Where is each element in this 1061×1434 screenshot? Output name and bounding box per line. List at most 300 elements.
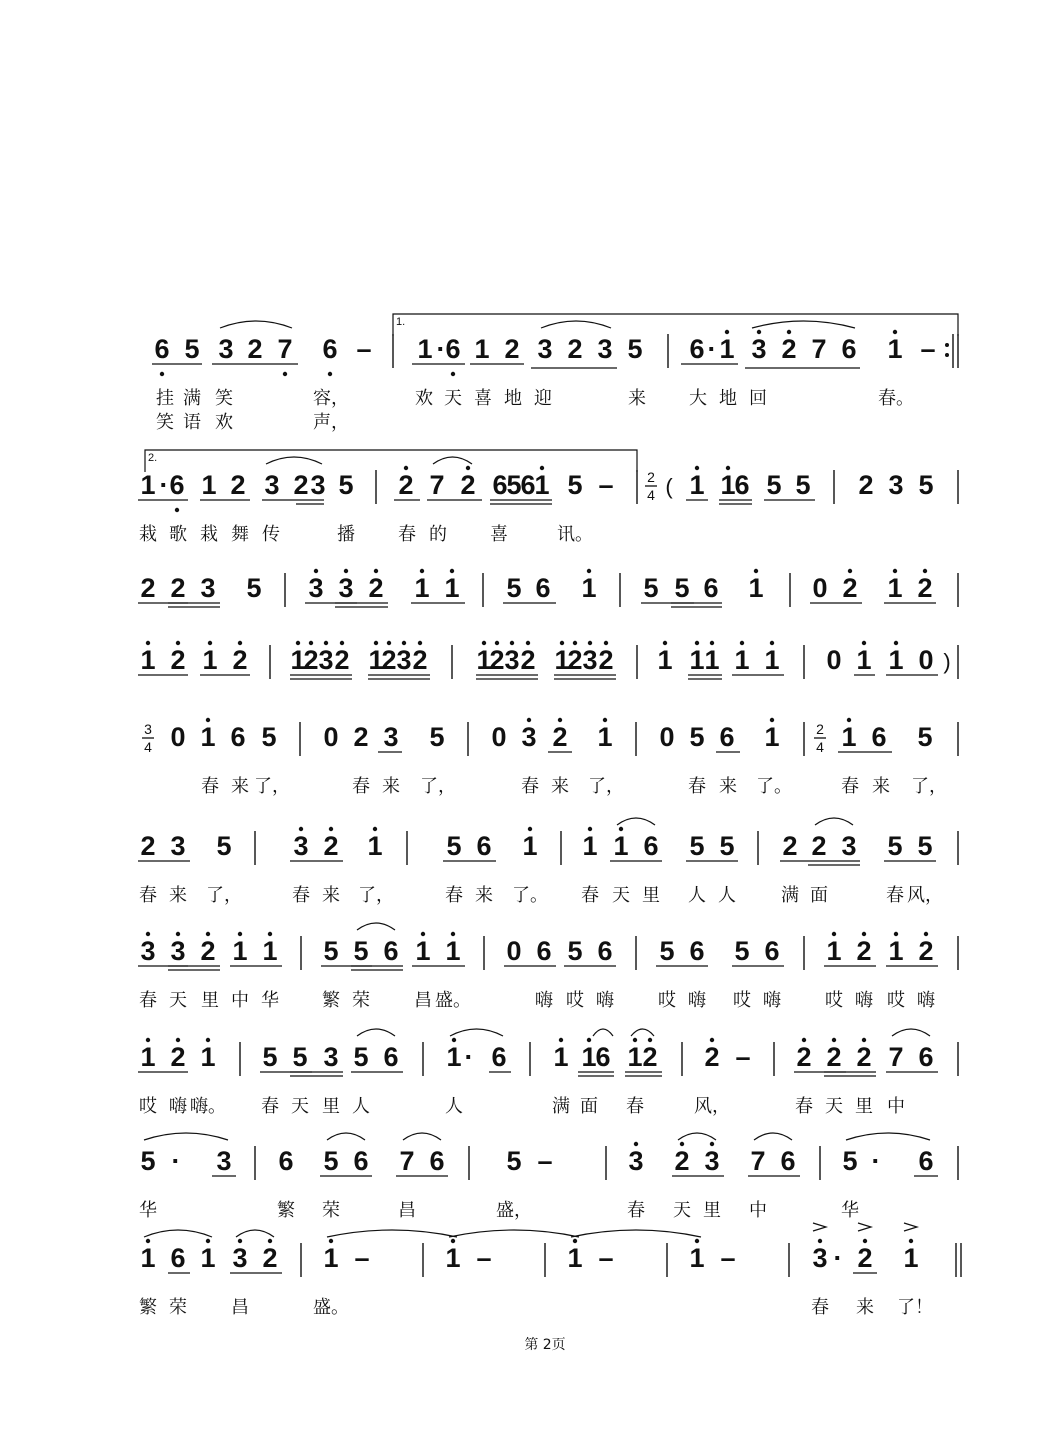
lyric-syllable: 春 bbox=[811, 1297, 829, 1318]
note: 1 bbox=[888, 645, 904, 675]
note: 2 bbox=[520, 645, 536, 675]
octave-up-dot bbox=[404, 466, 408, 470]
note: 1 bbox=[474, 334, 490, 364]
lyric-syllable: 舞 bbox=[231, 524, 249, 545]
note: 3 bbox=[140, 936, 156, 966]
lyric-syllable: 繁 bbox=[277, 1200, 295, 1221]
slur bbox=[846, 1133, 930, 1140]
note: 6 bbox=[643, 831, 659, 861]
lyric-syllable: 里 bbox=[703, 1200, 721, 1221]
lyric-syllable: 播 bbox=[337, 524, 355, 545]
octave-up-dot bbox=[588, 827, 592, 831]
slur bbox=[678, 1133, 716, 1140]
note: 1 bbox=[444, 573, 460, 603]
note: 5 bbox=[323, 936, 339, 966]
note: 6 bbox=[492, 470, 508, 500]
note: 3 bbox=[218, 334, 234, 364]
note: 1 bbox=[534, 470, 550, 500]
lyric-syllable: 来 bbox=[169, 885, 187, 906]
lyric-syllable: 盛， bbox=[496, 1200, 532, 1221]
octave-up-dot bbox=[402, 641, 406, 645]
octave-up-dot bbox=[528, 827, 532, 831]
note: 5 bbox=[338, 470, 354, 500]
slur bbox=[617, 818, 655, 825]
lyric-syllable: 喜 bbox=[474, 388, 492, 409]
lyric-syllable: 春 bbox=[627, 1200, 645, 1221]
note: 2 bbox=[140, 831, 156, 861]
octave-up-dot bbox=[863, 1239, 867, 1243]
dash-extension: – bbox=[476, 1243, 492, 1273]
lyric-syllable: 来 bbox=[551, 776, 569, 797]
note: 2 bbox=[334, 645, 350, 675]
lyric-syllable: 里 bbox=[642, 885, 660, 906]
note: 6 bbox=[383, 936, 399, 966]
octave-up-dot bbox=[340, 641, 344, 645]
lyric-syllable: 昌 bbox=[231, 1297, 249, 1318]
octave-up-dot bbox=[146, 1038, 150, 1042]
lyric-syllable: 了！ bbox=[897, 1297, 933, 1318]
lyric-syllable: 风， bbox=[907, 885, 943, 906]
lyric-syllable: 春 bbox=[795, 1096, 813, 1117]
note: 5 bbox=[506, 573, 522, 603]
lyric-syllable: 传 bbox=[262, 524, 280, 545]
octave-up-dot bbox=[603, 718, 607, 722]
note: 3 bbox=[170, 831, 186, 861]
note: 1 bbox=[232, 936, 248, 966]
note: 5 bbox=[689, 831, 705, 861]
note: 2 bbox=[917, 573, 933, 603]
note: 3 bbox=[704, 1146, 720, 1176]
note: 2 bbox=[140, 573, 156, 603]
note: 2 bbox=[567, 334, 583, 364]
note: 0 bbox=[170, 722, 186, 752]
octave-up-dot bbox=[710, 1142, 714, 1146]
note: 0 bbox=[826, 645, 842, 675]
lyric-syllable: 天 bbox=[673, 1200, 691, 1221]
note: 2 bbox=[782, 831, 798, 861]
note: 2 bbox=[170, 1042, 186, 1072]
octave-up-dot bbox=[450, 569, 454, 573]
octave-down-dot bbox=[175, 508, 179, 512]
octave-up-dot bbox=[451, 932, 455, 936]
note: 2 bbox=[856, 1042, 872, 1072]
note: 2 bbox=[489, 645, 505, 675]
lyric-syllable: 面 bbox=[810, 885, 828, 906]
note: ) bbox=[943, 649, 951, 674]
octave-up-dot bbox=[573, 641, 577, 645]
lyric-syllable: 繁 bbox=[139, 1297, 157, 1318]
lyric-syllable: 天 bbox=[444, 388, 462, 409]
note: 5 bbox=[216, 831, 232, 861]
octave-up-dot bbox=[206, 932, 210, 936]
note: 5 bbox=[643, 573, 659, 603]
lyric-syllable: 里 bbox=[201, 990, 219, 1011]
augmentation-dot: · bbox=[436, 334, 446, 364]
octave-up-dot bbox=[176, 932, 180, 936]
note: 1 bbox=[290, 645, 306, 675]
octave-up-dot bbox=[726, 466, 730, 470]
octave-up-dot bbox=[206, 1038, 210, 1042]
lyric-syllable: 了。 bbox=[756, 776, 792, 797]
note: 1 bbox=[856, 645, 872, 675]
note: 1 bbox=[888, 936, 904, 966]
note: 5 bbox=[842, 1146, 858, 1176]
lyric-syllable: 春 bbox=[261, 1096, 279, 1117]
slur bbox=[236, 1230, 274, 1237]
note: 5 bbox=[140, 1146, 156, 1176]
note: 1 bbox=[368, 645, 384, 675]
note: ( bbox=[665, 474, 673, 499]
lyric-syllable: 来 bbox=[322, 885, 340, 906]
octave-up-dot bbox=[314, 569, 318, 573]
slur bbox=[327, 1230, 457, 1237]
note: 1 bbox=[581, 573, 597, 603]
note: 1 bbox=[720, 470, 736, 500]
lyric-syllable: 来 bbox=[856, 1297, 874, 1318]
lyric-syllable: 哎 bbox=[139, 1096, 157, 1117]
lyric-syllable: 来 bbox=[231, 776, 249, 797]
lyric-syllable: 嗨 bbox=[169, 1096, 187, 1117]
octave-up-dot bbox=[818, 1239, 822, 1243]
note: 1 bbox=[689, 1243, 705, 1273]
note: 2 bbox=[398, 470, 414, 500]
lyric-syllable: 地 bbox=[504, 388, 522, 409]
slur bbox=[144, 1230, 212, 1237]
note: 1 bbox=[476, 645, 492, 675]
augmentation-dot: · bbox=[833, 1243, 843, 1273]
lyric-syllable: 春 bbox=[292, 885, 310, 906]
octave-up-dot bbox=[560, 641, 564, 645]
octave-up-dot bbox=[893, 330, 897, 334]
note: 2 bbox=[232, 645, 248, 675]
note: 1 bbox=[415, 936, 431, 966]
note: 0 bbox=[918, 645, 934, 675]
note: 0 bbox=[323, 722, 339, 752]
octave-up-dot bbox=[146, 932, 150, 936]
octave-up-dot bbox=[832, 932, 836, 936]
lyric-syllable: 春 bbox=[352, 776, 370, 797]
lyric-syllable: 春 bbox=[139, 990, 157, 1011]
octave-up-dot bbox=[324, 641, 328, 645]
note: 6 bbox=[154, 334, 170, 364]
octave-up-dot bbox=[710, 641, 714, 645]
slur bbox=[631, 1029, 654, 1036]
lyric-syllable: 歌 bbox=[169, 524, 187, 545]
octave-up-dot bbox=[680, 1142, 684, 1146]
accent-mark bbox=[904, 1223, 917, 1231]
note: 5 bbox=[184, 334, 200, 364]
note: 6 bbox=[535, 573, 551, 603]
lyric-syllable: 嗨 bbox=[763, 990, 781, 1011]
note: 6 bbox=[918, 1042, 934, 1072]
note: 1 bbox=[140, 1243, 156, 1273]
note: 1 bbox=[553, 1042, 569, 1072]
octave-up-dot bbox=[770, 641, 774, 645]
time-signature-top: 3 bbox=[144, 721, 152, 737]
lyric-syllable: 天 bbox=[291, 1096, 309, 1117]
time-signature-top: 2 bbox=[647, 469, 655, 485]
note: 1 bbox=[200, 1243, 216, 1273]
note: 2 bbox=[323, 831, 339, 861]
note: 6 bbox=[780, 1146, 796, 1176]
note: 7 bbox=[277, 334, 293, 364]
note: 5 bbox=[567, 936, 583, 966]
note: 5 bbox=[918, 470, 934, 500]
octave-up-dot bbox=[238, 932, 242, 936]
note: 6 bbox=[871, 722, 887, 752]
repeat-dot bbox=[945, 343, 949, 347]
lyric-syllable: 了， bbox=[358, 885, 394, 906]
lyric-syllable: 嗨 bbox=[596, 990, 614, 1011]
lyric-syllable: 栽 bbox=[139, 524, 157, 545]
note: 6 bbox=[689, 936, 705, 966]
lyric-syllable: 哎 bbox=[658, 990, 676, 1011]
note: 1 bbox=[841, 722, 857, 752]
slur bbox=[815, 818, 853, 825]
note: 0 bbox=[491, 722, 507, 752]
note: 1 bbox=[445, 936, 461, 966]
augmentation-dot: · bbox=[707, 334, 717, 364]
lyric-syllable: 声， bbox=[313, 412, 349, 433]
slur bbox=[357, 923, 395, 930]
octave-down-dot bbox=[160, 372, 164, 376]
note: 6 bbox=[278, 1146, 294, 1176]
octave-up-dot bbox=[924, 932, 928, 936]
note: 1 bbox=[903, 1243, 919, 1273]
note: 5 bbox=[917, 831, 933, 861]
note: 3 bbox=[232, 1243, 248, 1273]
slur bbox=[541, 321, 611, 328]
lyric-syllable: 春 bbox=[445, 885, 463, 906]
lyric-syllable: 笑 bbox=[156, 412, 174, 433]
slur bbox=[403, 1133, 441, 1140]
note: 2 bbox=[567, 645, 583, 675]
time-signature-bottom: 4 bbox=[816, 739, 824, 755]
lyric-syllable: 了， bbox=[420, 776, 456, 797]
lyric-syllable: 哎 bbox=[887, 990, 905, 1011]
note: 6 bbox=[719, 722, 735, 752]
octave-up-dot bbox=[238, 641, 242, 645]
lyric-syllable: 满 bbox=[552, 1096, 570, 1117]
lyric-syllable: 哎 bbox=[566, 990, 584, 1011]
slur bbox=[144, 1133, 228, 1140]
lyric-syllable: 春 bbox=[841, 776, 859, 797]
lyric-syllable: 中 bbox=[749, 1200, 767, 1221]
note: 1 bbox=[262, 936, 278, 966]
note: 2 bbox=[381, 645, 397, 675]
note: 2 bbox=[200, 936, 216, 966]
note: 1 bbox=[581, 1042, 597, 1072]
octave-up-dot bbox=[238, 1239, 242, 1243]
note: 2 bbox=[247, 334, 263, 364]
lyric-syllable: 昌 bbox=[414, 990, 432, 1011]
note: 6 bbox=[429, 1146, 445, 1176]
lyric-syllable: 春 bbox=[626, 1096, 644, 1117]
note: 3 bbox=[323, 1042, 339, 1072]
lyric-syllable: 回 bbox=[749, 388, 767, 409]
lyric-syllable: 了， bbox=[206, 885, 242, 906]
note: 1 bbox=[200, 722, 216, 752]
lyric-syllable: 哎 bbox=[825, 990, 843, 1011]
octave-up-dot bbox=[695, 641, 699, 645]
note: 5 bbox=[429, 722, 445, 752]
lyric-syllable: 的 bbox=[429, 524, 447, 545]
note: 3 bbox=[582, 645, 598, 675]
lyric-syllable: 风， bbox=[694, 1096, 730, 1117]
note: 6 bbox=[703, 573, 719, 603]
note: 2 bbox=[642, 1042, 658, 1072]
note: 2 bbox=[826, 1042, 842, 1072]
lyric-syllable: 春 bbox=[886, 885, 904, 906]
note: 6 bbox=[918, 1146, 934, 1176]
dash-extension: – bbox=[354, 1243, 370, 1273]
lyric-syllable: 昌 bbox=[398, 1200, 416, 1221]
octave-down-dot bbox=[451, 372, 455, 376]
lyric-syllable: 嗨。 bbox=[190, 1096, 226, 1117]
note: 2 bbox=[858, 470, 874, 500]
note: 5 bbox=[887, 831, 903, 861]
note: 3 bbox=[751, 334, 767, 364]
accent-mark bbox=[858, 1223, 871, 1231]
lyric-syllable: 中 bbox=[231, 990, 249, 1011]
note: 2 bbox=[918, 936, 934, 966]
octave-up-dot bbox=[344, 569, 348, 573]
note: 2 bbox=[552, 722, 568, 752]
note: 3 bbox=[200, 573, 216, 603]
note: 5 bbox=[353, 1042, 369, 1072]
octave-up-dot bbox=[268, 932, 272, 936]
note: 3 bbox=[812, 1243, 828, 1273]
note: 7 bbox=[429, 470, 445, 500]
note: 6 bbox=[764, 936, 780, 966]
note: 2 bbox=[856, 936, 872, 966]
note: 5 bbox=[506, 1146, 522, 1176]
lyric-syllable: 嗨 bbox=[855, 990, 873, 1011]
lyric-syllable: 人 bbox=[352, 1096, 370, 1117]
dash-extension: – bbox=[735, 1042, 751, 1072]
lyric-syllable: 里 bbox=[322, 1096, 340, 1117]
note: 6 bbox=[520, 470, 536, 500]
octave-up-dot bbox=[452, 1038, 456, 1042]
lyric-syllable: 地 bbox=[719, 388, 737, 409]
slur bbox=[450, 1029, 503, 1036]
lyric-syllable: 华 bbox=[841, 1200, 859, 1221]
dash-extension: – bbox=[598, 1243, 614, 1273]
lyric-syllable: 满 bbox=[183, 388, 201, 409]
slur bbox=[220, 321, 292, 328]
note: 2 bbox=[842, 573, 858, 603]
volta-label: 1. bbox=[396, 316, 406, 328]
octave-up-dot bbox=[633, 1038, 637, 1042]
lyric-syllable: 来 bbox=[382, 776, 400, 797]
note: 2 bbox=[170, 645, 186, 675]
lyric-syllable: 华 bbox=[261, 990, 279, 1011]
lyric-syllable: 嗨 bbox=[688, 990, 706, 1011]
lyric-syllable: 春 bbox=[581, 885, 599, 906]
lyric-syllable: 面 bbox=[580, 1096, 598, 1117]
octave-up-dot bbox=[558, 718, 562, 722]
note: 1 bbox=[597, 722, 613, 752]
lyric-syllable: 荣 bbox=[352, 990, 370, 1011]
octave-up-dot bbox=[329, 1239, 333, 1243]
note: 6 bbox=[383, 1042, 399, 1072]
dash-extension: – bbox=[598, 470, 614, 500]
octave-up-dot bbox=[847, 718, 851, 722]
note: 6 bbox=[476, 831, 492, 861]
octave-up-dot bbox=[329, 827, 333, 831]
note: 1 bbox=[140, 470, 156, 500]
note: 1 bbox=[446, 1042, 462, 1072]
octave-up-dot bbox=[787, 330, 791, 334]
slur bbox=[754, 1133, 792, 1140]
note: 2 bbox=[230, 470, 246, 500]
lyric-syllable: 了， bbox=[588, 776, 624, 797]
note: 1 bbox=[417, 334, 433, 364]
note: 1 bbox=[323, 1243, 339, 1273]
note: 3 bbox=[888, 470, 904, 500]
lyric-syllable: 嗨 bbox=[535, 990, 553, 1011]
note: 5 bbox=[567, 470, 583, 500]
note: 2 bbox=[504, 334, 520, 364]
octave-up-dot bbox=[146, 1239, 150, 1243]
lyric-syllable: 盛。 bbox=[313, 1297, 349, 1318]
note: 6 bbox=[169, 470, 185, 500]
note: 7 bbox=[399, 1146, 415, 1176]
lyric-syllable: 天 bbox=[612, 885, 630, 906]
time-signature-bottom: 4 bbox=[144, 739, 152, 755]
note: 7 bbox=[750, 1146, 766, 1176]
lyric-syllable: 繁 bbox=[322, 990, 340, 1011]
octave-up-dot bbox=[695, 466, 699, 470]
octave-up-dot bbox=[573, 1239, 577, 1243]
slur bbox=[593, 1029, 613, 1036]
note: 2 bbox=[781, 334, 797, 364]
lyric-syllable: 中 bbox=[887, 1096, 905, 1117]
note: 5 bbox=[446, 831, 462, 861]
slur bbox=[433, 457, 472, 464]
note: 7 bbox=[888, 1042, 904, 1072]
dash-extension: – bbox=[537, 1146, 553, 1176]
octave-up-dot bbox=[268, 1239, 272, 1243]
note: 1 bbox=[445, 1243, 461, 1273]
note: 3 bbox=[338, 573, 354, 603]
lyric-syllable: 语 bbox=[183, 412, 201, 433]
note: 5 bbox=[261, 722, 277, 752]
octave-up-dot bbox=[587, 1038, 591, 1042]
note: 2 bbox=[857, 1243, 873, 1273]
octave-up-dot bbox=[540, 466, 544, 470]
octave-up-dot bbox=[176, 641, 180, 645]
note: 2 bbox=[303, 645, 319, 675]
note: 5 bbox=[292, 1042, 308, 1072]
octave-down-dot bbox=[283, 372, 287, 376]
octave-up-dot bbox=[588, 641, 592, 645]
lyric-syllable: 里 bbox=[855, 1096, 873, 1117]
note: 2 bbox=[170, 573, 186, 603]
note: 1 bbox=[689, 645, 705, 675]
lyric-syllable: 容， bbox=[313, 388, 349, 409]
note: 6 bbox=[841, 334, 857, 364]
octave-up-dot bbox=[893, 569, 897, 573]
note: 3 bbox=[308, 573, 324, 603]
lyric-syllable: 了。 bbox=[512, 885, 548, 906]
note: 1 bbox=[764, 645, 780, 675]
note: 5 bbox=[766, 470, 782, 500]
note: 1 bbox=[826, 936, 842, 966]
dash-extension: – bbox=[356, 334, 372, 364]
lyric-syllable: 欢 bbox=[415, 388, 433, 409]
note: 5 bbox=[246, 573, 262, 603]
